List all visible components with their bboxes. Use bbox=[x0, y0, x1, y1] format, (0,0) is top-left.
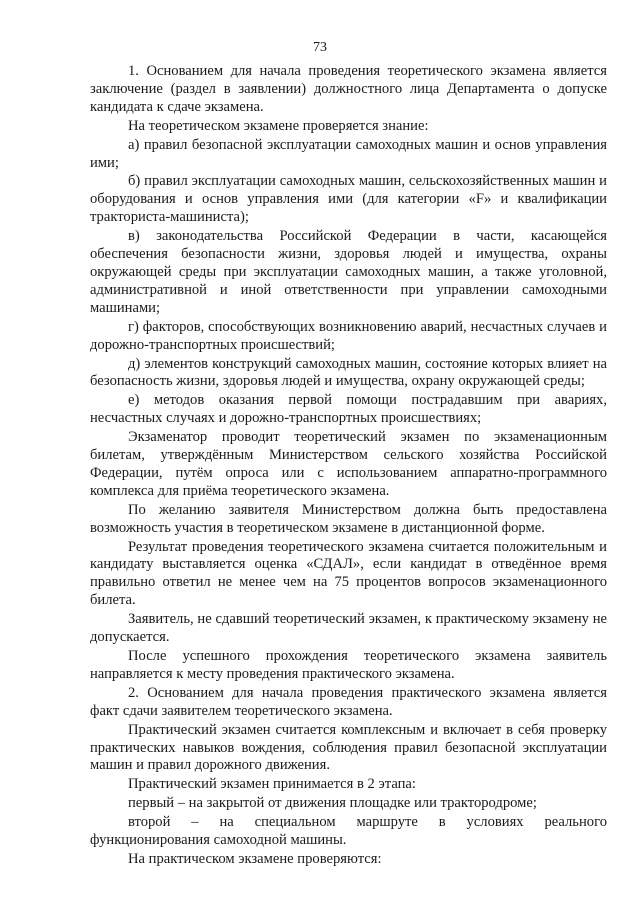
paragraph-not-admitted: Заявитель, не сдавший теоретический экзамен, к практическому экзамену не допускается. bbox=[90, 611, 607, 646]
list-item-a: а) правил безопасной эксплуатации самоходных машин и основ управления ими; bbox=[90, 136, 607, 171]
list-item-e: е) методов оказания первой помощи пострадавшим при авариях, несчастных случаях и дорожно-транспортных происшествиях; bbox=[90, 392, 607, 427]
list-item-v: в) законодательства Российской Федерации в части, касающейся обеспечения безопасности жизни, здоровья людей и имущества, охраны окружающей среды при эксплуатации самоходных машин, а также уголовной, административной и иной ответственности при управлении самоходными машинами; bbox=[90, 228, 607, 316]
stage-second: второй – на специальном маршруте в условиях реального функционирования самоходной машины. bbox=[90, 814, 607, 849]
paragraph-result: Результат проведения теоретического экзамена считается положительным и кандидату выставляется оценка «СДАЛ», если кандидат в отведённое время правильно ответил не менее чем на 75 процентов вопросов экзаменационного билета. bbox=[90, 538, 607, 609]
page-number: 73 bbox=[313, 40, 327, 55]
paragraph-after-success: После успешного прохождения теоретического экзамена заявитель направляется к месту проведения практического экзамена. bbox=[90, 648, 607, 682]
paragraph-knowledge-intro: На теоретическом экзамене проверяется знание: bbox=[128, 117, 429, 134]
list-item-d: д) элементов конструкций самоходных машин, состояние которых влияет на безопасность жизни, здоровья людей и имущества, охрану окружающей среды; bbox=[90, 355, 607, 390]
paragraph-remote-exam: По желанию заявителя Министерством должна быть предоставлена возможность участия в теоретическом экзамене в дистанционной форме. bbox=[90, 501, 607, 536]
paragraph-practical-basis: 2. Основанием для начала проведения практического экзамена является факт сдачи заявителем теоретического экзамена. bbox=[90, 684, 607, 719]
list-item-g: г) факторов, способствующих возникновению аварий, несчастных случаев и дорожно-транспортных происшествий; bbox=[90, 318, 607, 353]
list-item-b: б) правил эксплуатации самоходных машин, сельскохозяйственных машин и оборудования и основ управления ими (для категории «F» и квалификации тракториста-машиниста); bbox=[90, 173, 607, 226]
paragraph-practical-complex: Практический экзамен считается комплексным и включает в себя проверку практических навыков вождения, соблюдения правил безопасной эксплуатации машин и правил дорожного движения. bbox=[90, 721, 607, 774]
stage-first: первый – на закрытой от движения площадке или трактородроме; bbox=[128, 795, 537, 812]
paragraph-exam-basis: 1. Основанием для начала проведения теоретического экзамена является заключение (раздел в заявлении) должностного лица Департамента о допуске кандидата к сдаче экзамена. bbox=[90, 63, 607, 115]
paragraph-examiner: Экзаменатор проводит теоретический экзамен по экзаменационным билетам, утверждённым Министерством сельского хозяйства Российской Федерации, путём опроса или с использованием аппаратно-программного комплекса для приёма теоретического экзамена. bbox=[90, 429, 607, 499]
paragraph-practical-checks: На практическом экзамене проверяются: bbox=[128, 850, 382, 867]
paragraph-two-stages: Практический экзамен принимается в 2 этапа: bbox=[128, 776, 416, 793]
document-body bbox=[90, 63, 607, 870]
